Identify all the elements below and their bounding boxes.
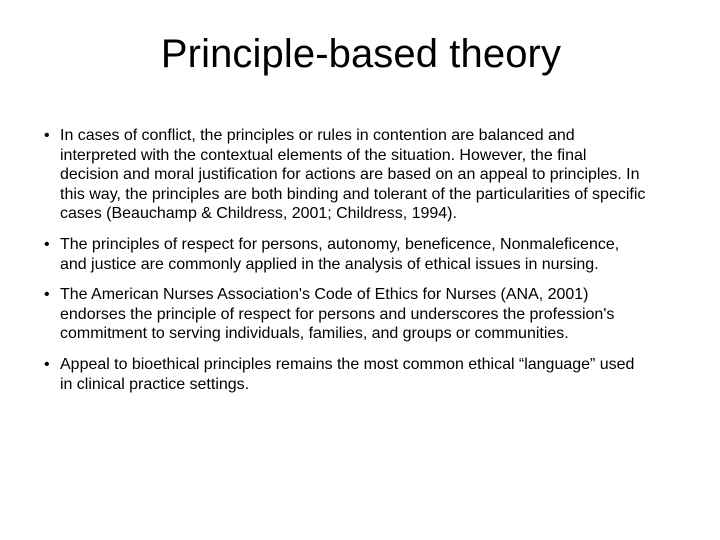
- bullet-list-item: [38, 126, 646, 224]
- bullet-list-item: [38, 355, 646, 394]
- bullet-item-text: In cases of conflict, the principles or rules in contention are balanced and interpreted with the contextual elements of the situation. However, the final decision and moral justification for actions are based on an appeal to principles. In this way, the principles are both binding and tolerant of the particularities of specific cases (Beauchamp & Childress, 2001; Childress, 1994).: [60, 127, 646, 223]
- page-title: Principle-based theory: [160, 32, 562, 76]
- bullet-point-icon: •: [44, 235, 50, 253]
- bullet-point-icon: •: [44, 355, 50, 373]
- bullet-point-icon: •: [44, 127, 50, 144]
- bullet-item-text: The American Nurses Association's Code of Ethics for Nurses (ANA, 2001) endorses the principle of respect for persons and underscores the profession's commitment to serving individuals, families, and groups or communities.: [60, 286, 615, 343]
- bullet-point-icon: •: [44, 286, 50, 304]
- bullet-list-item: [38, 235, 646, 274]
- slide-body-content: [38, 126, 646, 394]
- bullet-item-text: Appeal to bioethical principles remains the most common ethical “language” used in clinical practice settings.: [60, 355, 635, 393]
- bullet-item-text: The principles of respect for persons, autonomy, beneficence, Nonmaleficence, and justice are commonly applied in the analysis of ethical issues in nursing.: [60, 235, 620, 273]
- bullet-list-item: [38, 285, 646, 344]
